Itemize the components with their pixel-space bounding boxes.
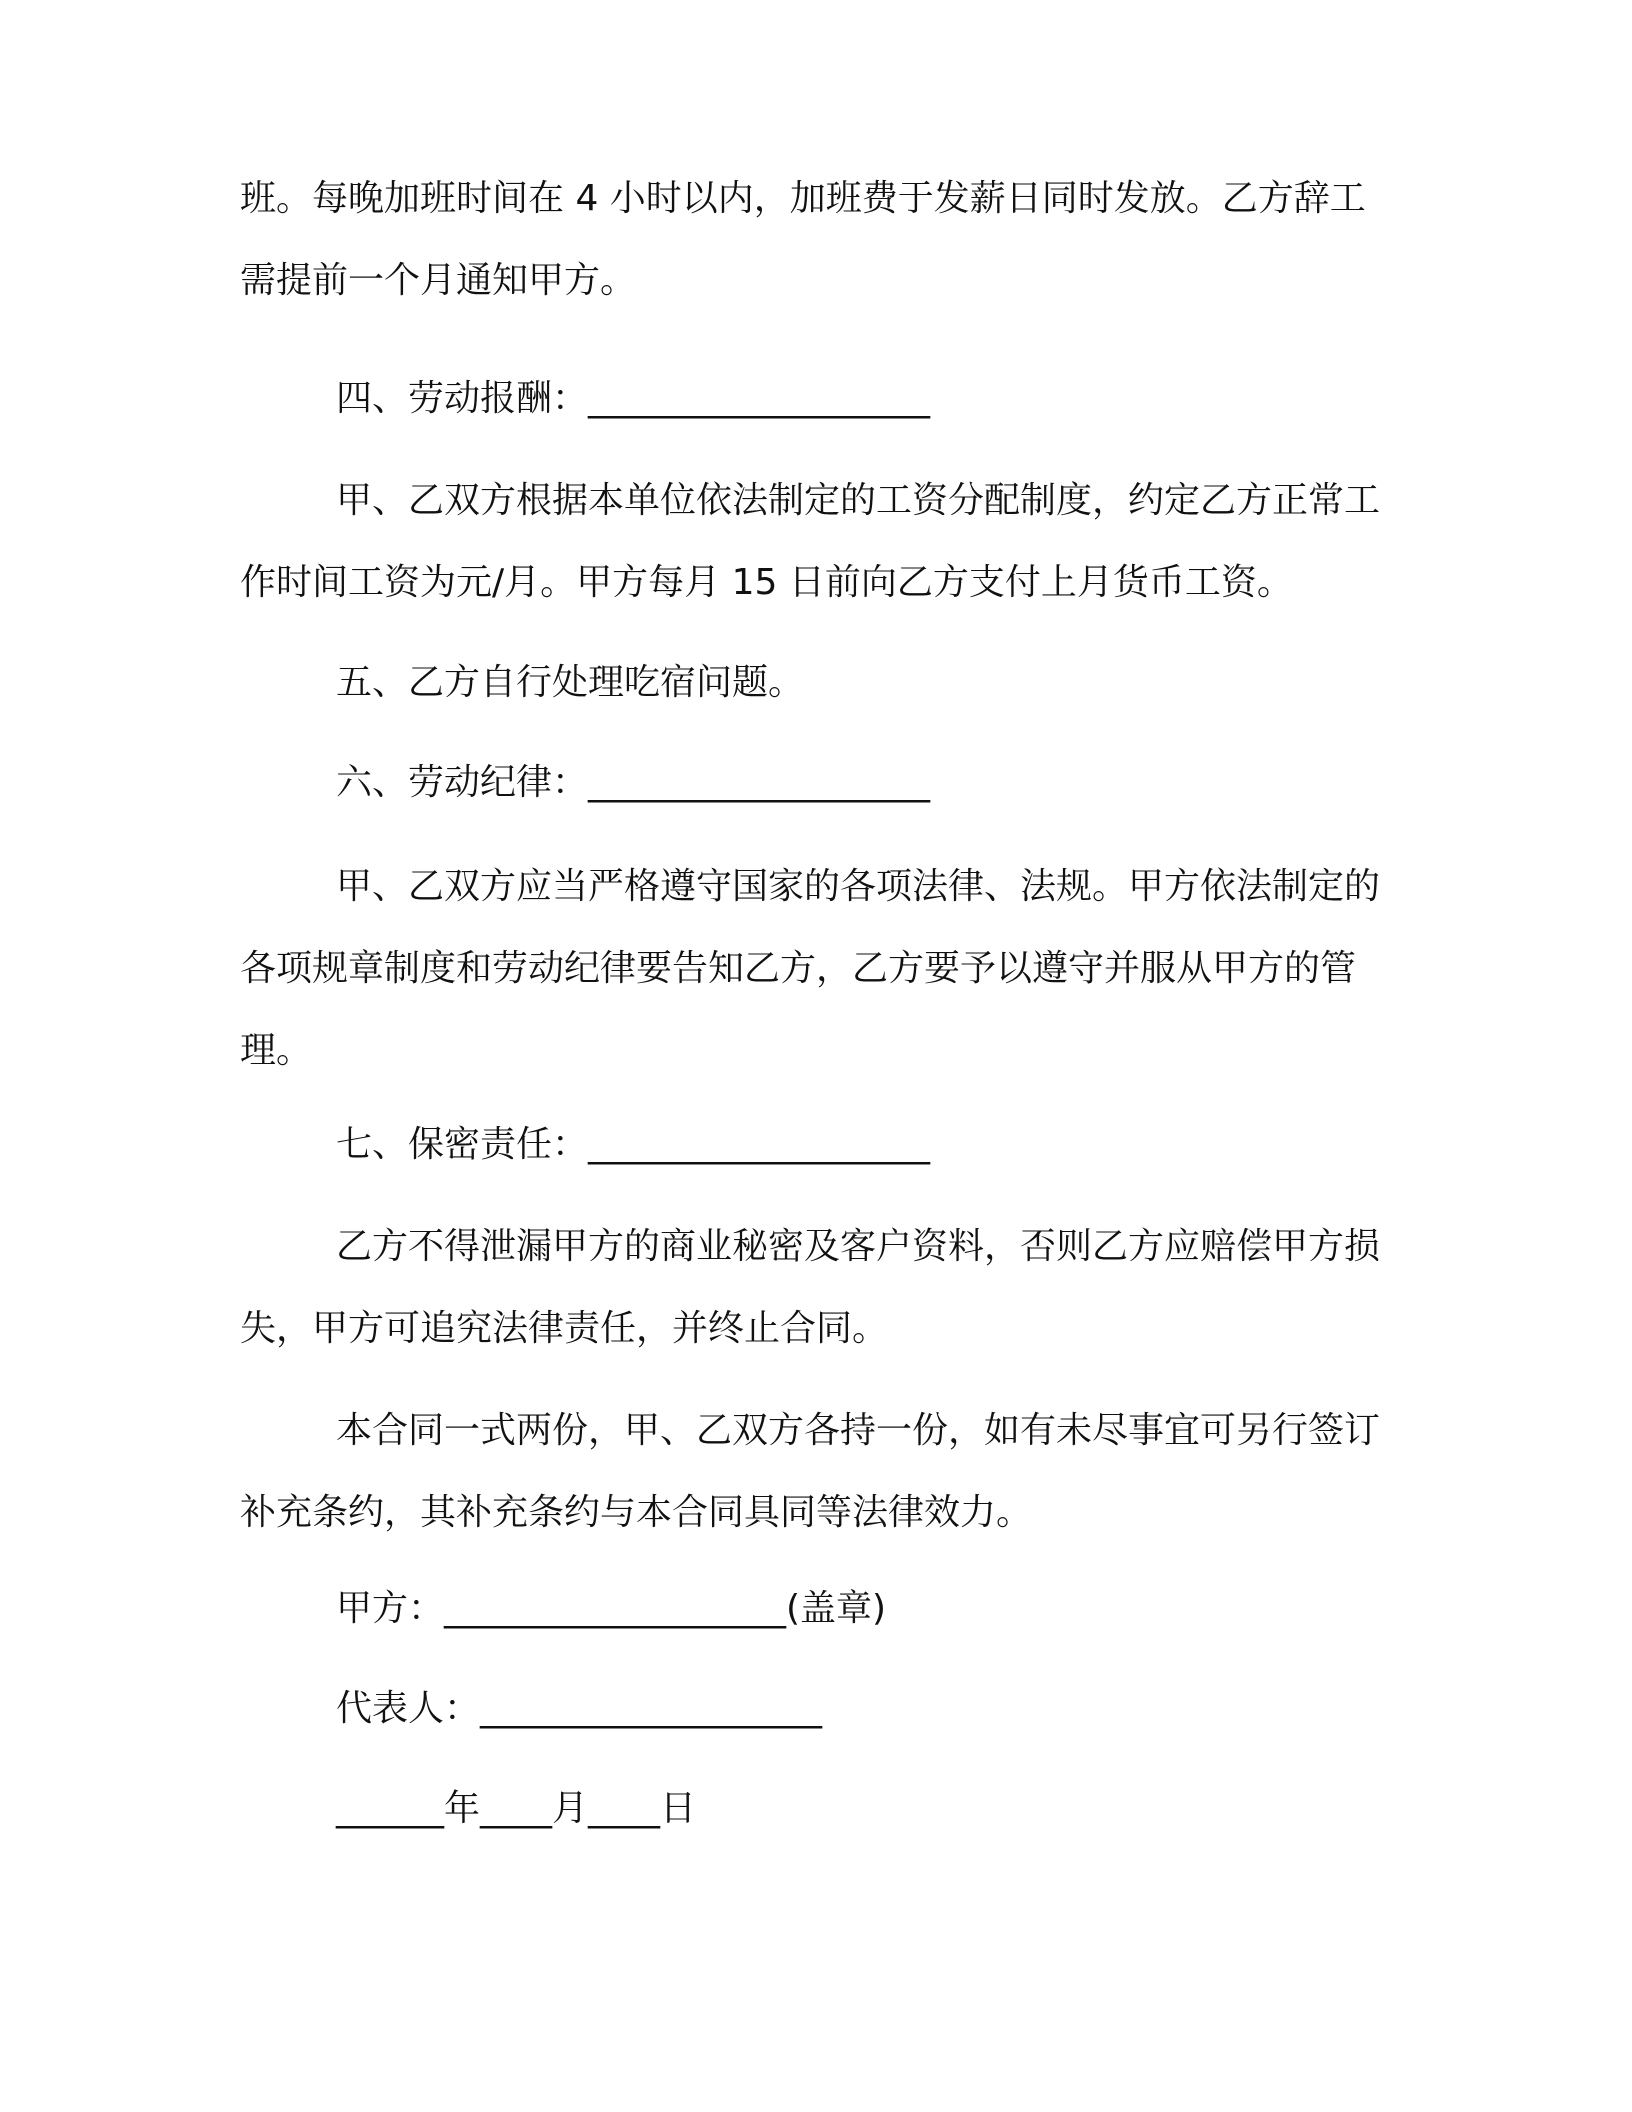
- signature-party-a: 甲方：___________________(盖章): [336, 1588, 887, 1629]
- paragraph-wage-agreement: 甲、乙双方根据本单位依法制定的工资分配制度，约定乙方正常工作时间工资为元/月。甲方每月 15 日前向乙方支付上月货币工资。: [240, 480, 1381, 603]
- signature-representative: 代表人：___________________: [336, 1688, 823, 1729]
- paragraph-confidentiality-terms: 乙方不得泄漏甲方的商业秘密及客户资料，否则乙方应赔偿甲方损失，甲方可追究法律责任，并终止合同。: [240, 1226, 1381, 1349]
- paragraph-room-and-board: 五、乙方自行处理吃宿问题。: [336, 662, 805, 703]
- heading-confidentiality: 七、保密责任：___________________: [336, 1124, 931, 1165]
- heading-labor-discipline: 六、劳动纪律：___________________: [336, 762, 931, 803]
- paragraph-discipline-terms: 甲、乙双方应当严格遵守国家的各项法律、法规。甲方依法制定的各项规章制度和劳动纪律要告知乙方，乙方要予以遵守并服从甲方的管理。: [240, 866, 1381, 1071]
- signature-date: ______年____月____日: [336, 1788, 696, 1829]
- paragraph-overtime-continuation: 班。每晚加班时间在 4 小时以内，加班费于发薪日同时发放。乙方辞工需提前一个月通知甲方。: [240, 178, 1366, 301]
- heading-labor-remuneration: 四、劳动报酬：___________________: [336, 378, 931, 419]
- paragraph-contract-copies: 本合同一式两份，甲、乙双方各持一份，如有未尽事宜可另行签订补充条约，其补充条约与本合同具同等法律效力。: [240, 1410, 1381, 1533]
